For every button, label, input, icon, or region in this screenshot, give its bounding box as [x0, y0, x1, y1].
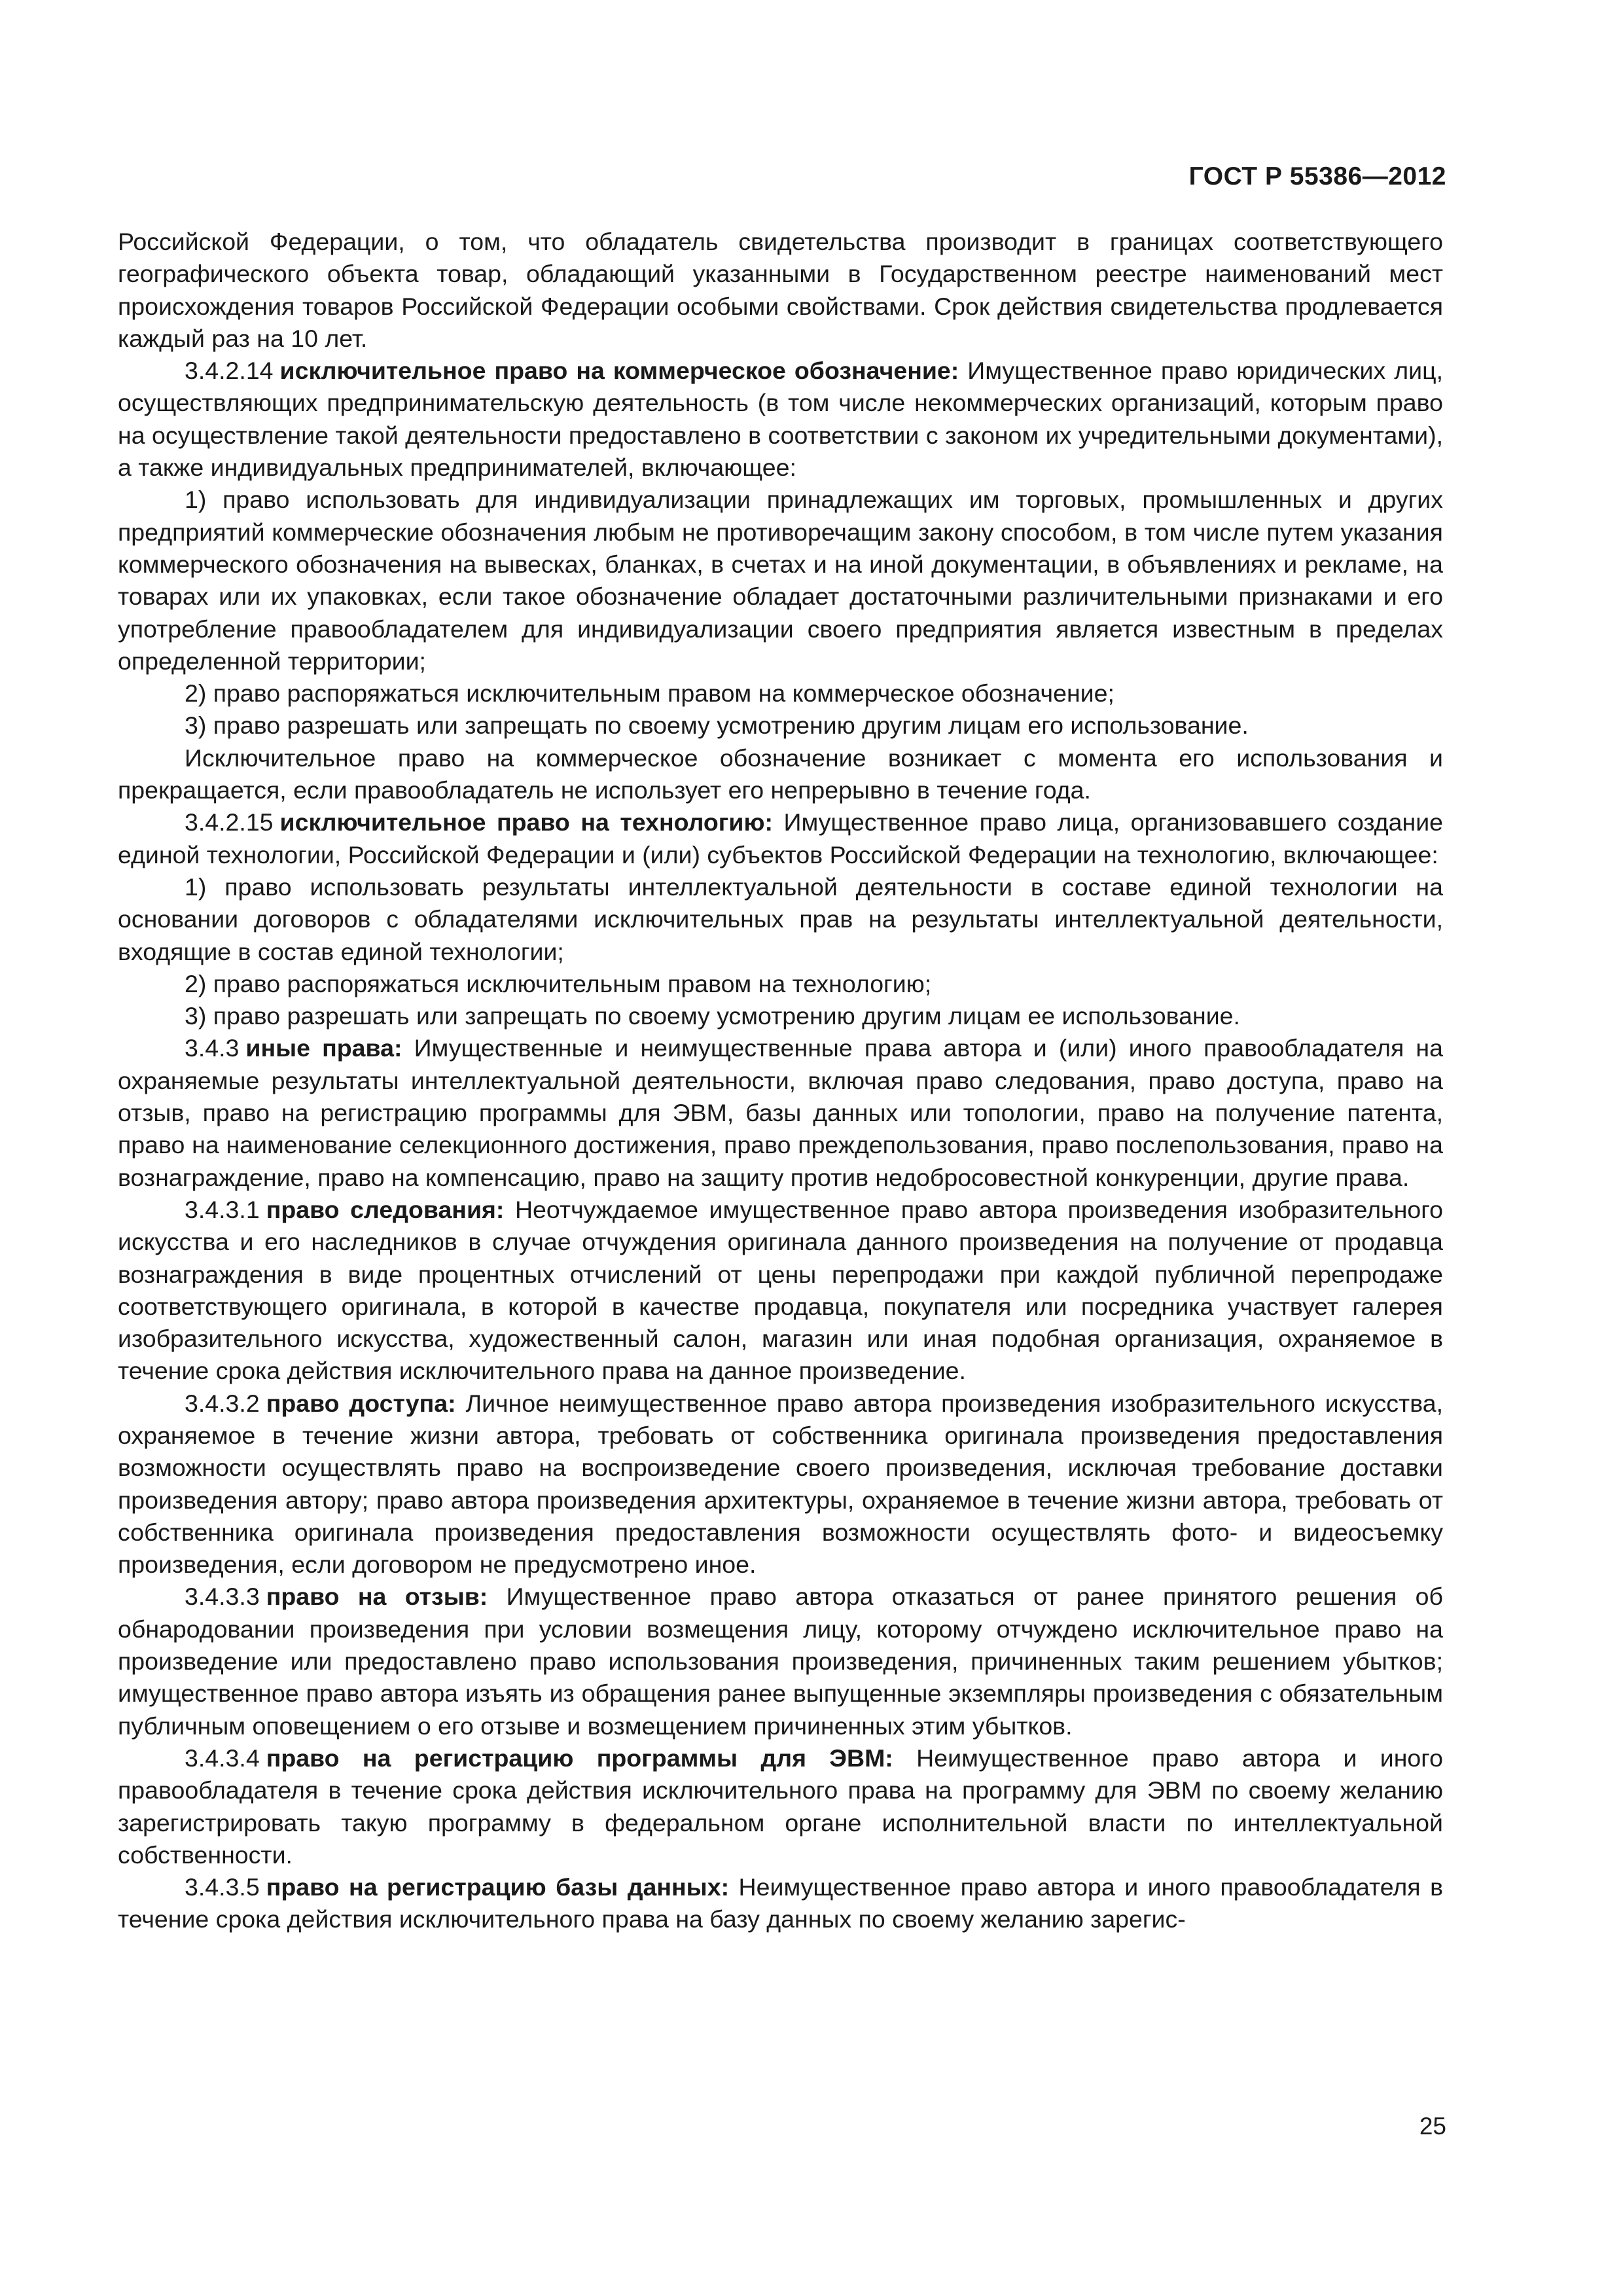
- paragraph-text: Имущественные и неимущественные права автора и (или) иного правообладателя на охраняемые результаты интеллектуальной деятельности, включая право следования, право доступа, право на отзыв, право на регистрацию программы для ЭВМ, базы данных или топологии, право на получение патента, право на наименование селекционного достижения, право преждепользования, право послепользования, право на вознаграждение, право на компенсацию, право на защиту против недобросовестной конкуренции, другие права.: [118, 1034, 1443, 1191]
- term-definition-label: право на регистрацию базы данных:: [266, 1873, 730, 1901]
- paragraph-text: Имущественное право лица, организовавшего создание единой технологии, Российской Федерации и (или) субъектов Российской Федерации на технологию, включающее:: [118, 808, 1444, 869]
- term-definition-label: право на отзыв:: [266, 1583, 488, 1611]
- paragraph: [118, 226, 1443, 355]
- term-definition-label: право на регистрацию программы для ЭВМ:: [266, 1744, 893, 1772]
- clause-number: 3.4.2.15: [185, 808, 274, 836]
- paragraph-text: Неотчуждаемое имущественное право автора произведения изобразительного искусства и его наследников в случае отчуждения оригинала данного произведения на получение от продавца вознаграждения в виде процентных отчислений от цены перепродажи при каждой публичной перепродаже соответствующего оригинала, в которой в качестве продавца, покупателя или посредника участвует галерея изобразительного искусства, художественный салон, магазин или иная подобная организация, охраняемое в течение срока действия исключительного права на данное произведение.: [118, 1195, 1443, 1385]
- paragraph-text: 2) право распоряжаться исключительным правом на технологию;: [185, 969, 932, 997]
- clause-number: 3.4.2.14: [185, 357, 274, 385]
- paragraph-text: Исключительное право на коммерческое обозначение возникает с момента его использования и прекращается, если правообладатель не использует его непрерывно в течение года.: [118, 744, 1443, 804]
- term-definition-label: право доступа:: [266, 1389, 456, 1417]
- clause-number: 3.4.3.3: [185, 1583, 260, 1611]
- term-definition-label: иные права:: [245, 1034, 402, 1062]
- paragraph-text: Неимущественное право автора и иного правообладателя в течение срока действия исключительного права на базу данных по своему желанию зарегис-: [118, 1873, 1444, 1933]
- clause-number: 3.4.3.4: [185, 1744, 260, 1772]
- paragraph-text: Российской Федерации, о том, что обладатель свидетельства производит в границах соответствующего географического объекта товар, обладающий указанными в Государственном реестре наименований мест происхождения товаров Российской Федерации особыми свойствами. Срок действия свидетельства продлевается каждый раз на 10 лет.: [118, 228, 1443, 352]
- paragraph: [118, 1032, 1443, 1193]
- paragraph: [118, 355, 1443, 484]
- paragraph-text: Имущественное право автора отказаться от ранее принятого решения об обнародовании произведения при условии возмещения лицу, которому отчуждено исключительное право на произведение или предоставлено право использования произведения, причиненных таким решением убытков; имущественное право автора изъять из обращения ранее выпущенные экземпляры произведения с обязательным публичным оповещением о его отзыве и возмещением причиненных этим убытков.: [118, 1583, 1444, 1740]
- term-definition-label: исключительное право на технологию:: [279, 808, 773, 836]
- paragraph: [118, 871, 1443, 968]
- paragraph: [118, 1742, 1443, 1871]
- paragraph: [118, 1388, 1443, 1581]
- paragraph: [118, 709, 1443, 742]
- term-definition-label: исключительное право на коммерческое обозначение:: [279, 357, 959, 385]
- paragraph-text: 1) право использовать результаты интеллектуальной деятельности в составе единой технологии на основании договоров с обладателями исключительных прав на результаты интеллектуальной деятельности, входящие в состав единой технологии;: [118, 872, 1443, 965]
- paragraph-text: 3) право разрешать или запрещать по своему усмотрению другим лицам его использование.: [185, 711, 1249, 740]
- clause-number: 3.4.3.2: [185, 1389, 260, 1417]
- paragraph: [118, 484, 1443, 677]
- document-header: ГОСТ Р 55386—2012: [1188, 162, 1446, 190]
- paragraph-text: 3) право разрешать или запрещать по своему усмотрению другим лицам ее использование.: [185, 1002, 1240, 1030]
- paragraph: [118, 677, 1443, 709]
- paragraph-text: Имущественное право юридических лиц, осуществляющих предпринимательскую деятельность (в том числе некоммерческих организаций, которым право на осуществление такой деятельности предоставлено в соответствии с законом их учредительными документами), а также индивидуальных предпринимателей, включающее:: [118, 357, 1443, 482]
- paragraph: [118, 1000, 1443, 1032]
- paragraph-text: 2) право распоряжаться исключительным правом на коммерческое обозначение;: [185, 679, 1115, 708]
- paragraph: [118, 1581, 1443, 1742]
- paragraph: [118, 1871, 1443, 1936]
- paragraph-text: Неимущественное право автора и иного правообладателя в течение срока действия исключительного права на программу для ЭВМ по своему желанию зарегистрировать такую программу в федеральном органе исполнительной власти по интеллектуальной собственности.: [118, 1744, 1444, 1869]
- document-body: [118, 226, 1443, 1936]
- term-definition-label: право следования:: [266, 1195, 505, 1223]
- clause-number: 3.4.3: [185, 1034, 240, 1062]
- page-number: 25: [1419, 2113, 1446, 2140]
- paragraph-text: 1) право использовать для индивидуализации принадлежащих им торговых, промышленных и других предприятий коммерческие обозначения любым не противоречащим закону способом, в том числе путем указания коммерческого обозначения на вывесках, бланках, в счетах и на иной документации, в объявлениях и рекламе, на товарах или их упаковках, если такое обозначение обладает достаточными различительными признаками и его употребление правообладателем для индивидуализации своего предприятия является известным в пределах определенной территории;: [118, 486, 1443, 675]
- paragraph-text: Личное неимущественное право автора произведения изобразительного искусства, охраняемое в течение жизни автора, требовать от собственника оригинала произведения предоставления возможности осуществлять право на воспроизведение своего произведения, исключая требование доставки произведения автору; право автора произведения архитектуры, охраняемое в течение жизни автора, требовать от собственника оригинала произведения предоставления возможности осуществлять фото- и видеосъемку произведения, если договором не предусмотрено иное.: [118, 1389, 1443, 1579]
- paragraph: [118, 806, 1443, 871]
- paragraph: [118, 1194, 1443, 1388]
- clause-number: 3.4.3.5: [185, 1873, 260, 1901]
- paragraph: [118, 742, 1443, 807]
- clause-number: 3.4.3.1: [185, 1195, 260, 1223]
- paragraph: [118, 968, 1443, 1000]
